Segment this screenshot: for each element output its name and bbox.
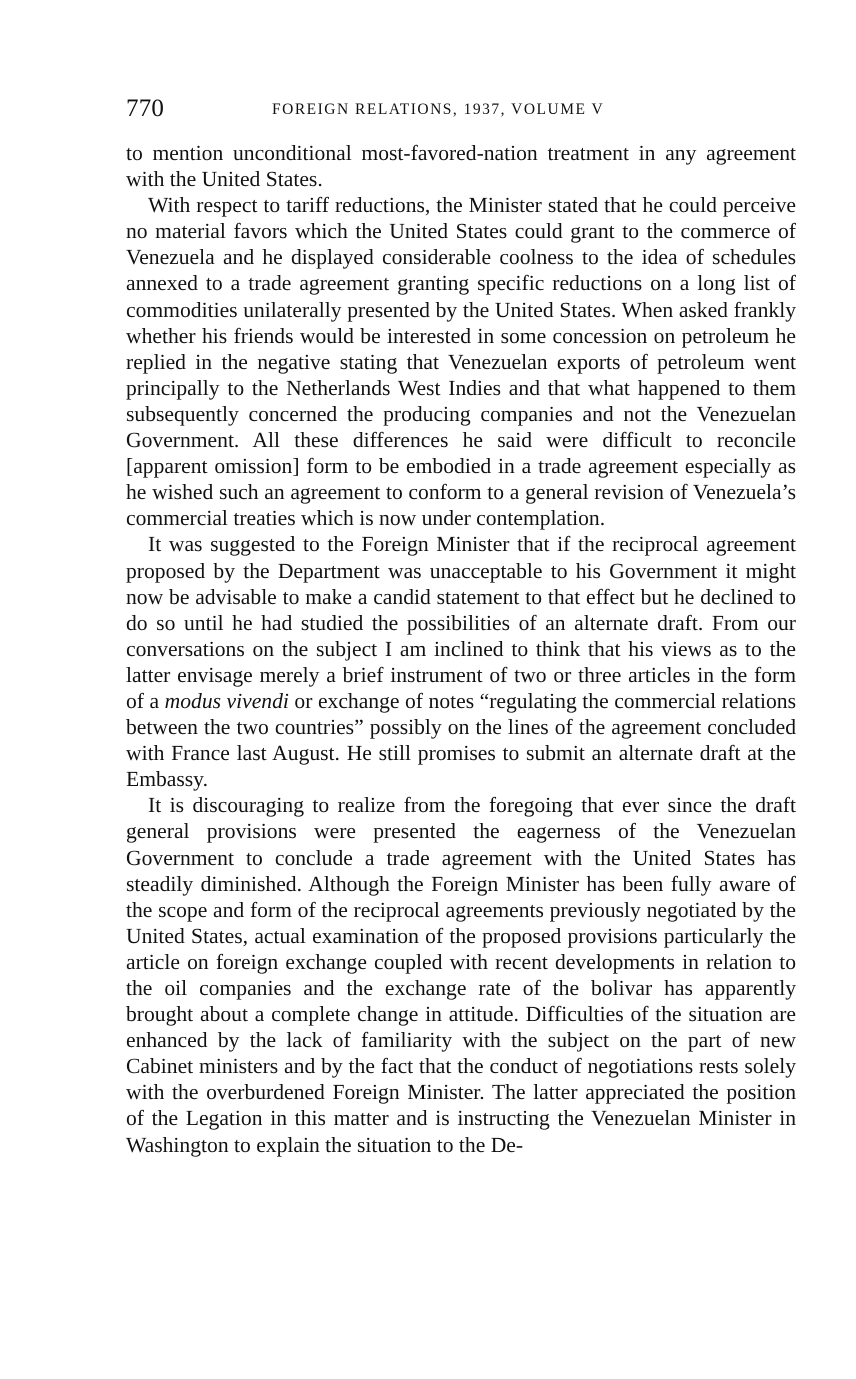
body-text [126,140,796,1158]
paragraph-tariff-reductions: With respect to tariff reductions, the Minister stated that he could perceive no material favors which the United States could grant to the commerce of Venezuela and he displayed considerable coolness to the idea of schedules annexed to a trade agreement granting specific reductions on a long list of commodities unilaterally presented by the United States. When asked frankly whether his friends would be interested in some concession on petroleum he replied in the negative stating that Venezuelan exports of petroleum went principally to the Netherlands West Indies and that what happened to them subsequently concerned the producing companies and not the Venezuelan Government. All these differences he said were difficult to reconcile [apparent omission] form to be embodied in a trade agreement especially as he wished such an agreement to conform to a general revision of Venezuela’s commercial treaties which is now under contemplation. [126,193,796,531]
running-title: FOREIGN RELATIONS, 1937, VOLUME V [272,101,605,118]
paragraph-continuation: to mention unconditional most-favored-nation treatment in any agreement with the United States. [126,141,796,192]
paragraph-alternate-draft-text-after: or exchange of notes “regulating the commercial relations between the two countries” possibly on the lines of the agreement concluded with France last August. He still promises to submit an alternate draft at the Embassy. [126,688,796,792]
paragraph-alternate-draft-text-before: It was suggested to the Foreign Minister that if the reciprocal agreement proposed by the Department was unacceptable to his Government it might now be advisable to make a candid statement to that effect but he declined to do so until he had studied the possibilities of an alternate draft. From our conversations on the subject I am inclined to think that his views as to the latter envisage merely a brief instrument of two or three articles in the form of a [126,532,796,713]
running-header [126,92,794,126]
paragraph-discouraging: It is discouraging to realize from the foregoing that ever since the draft general provisions were presented the eagerness of the Venezuelan Government to conclude a trade agreement with the United States has steadily diminished. Although the Foreign Minister has been fully aware of the scope and form of the reciprocal agreements previously negotiated by the United States, actual examination of the proposed provisions particularly the article on foreign exchange coupled with recent developments in relation to the oil companies and the exchange rate of the bolivar has apparently brought about a complete change in attitude. Difficulties of the situation are enhanced by the lack of familiarity with the subject on the part of new Cabinet ministers and by the fact that the conduct of negotiations rests solely with the overburdened Foreign Minister. The latter appreciated the position of the Legation in this matter and is instructing the Venezuelan Minister in Washington to explain the situation to the De- [126,793,796,1157]
paragraph-alternate-draft-italic-term: modus vivendi [164,688,289,713]
page-number: 770 [126,95,165,122]
paragraph-alternate-draft [126,531,796,792]
